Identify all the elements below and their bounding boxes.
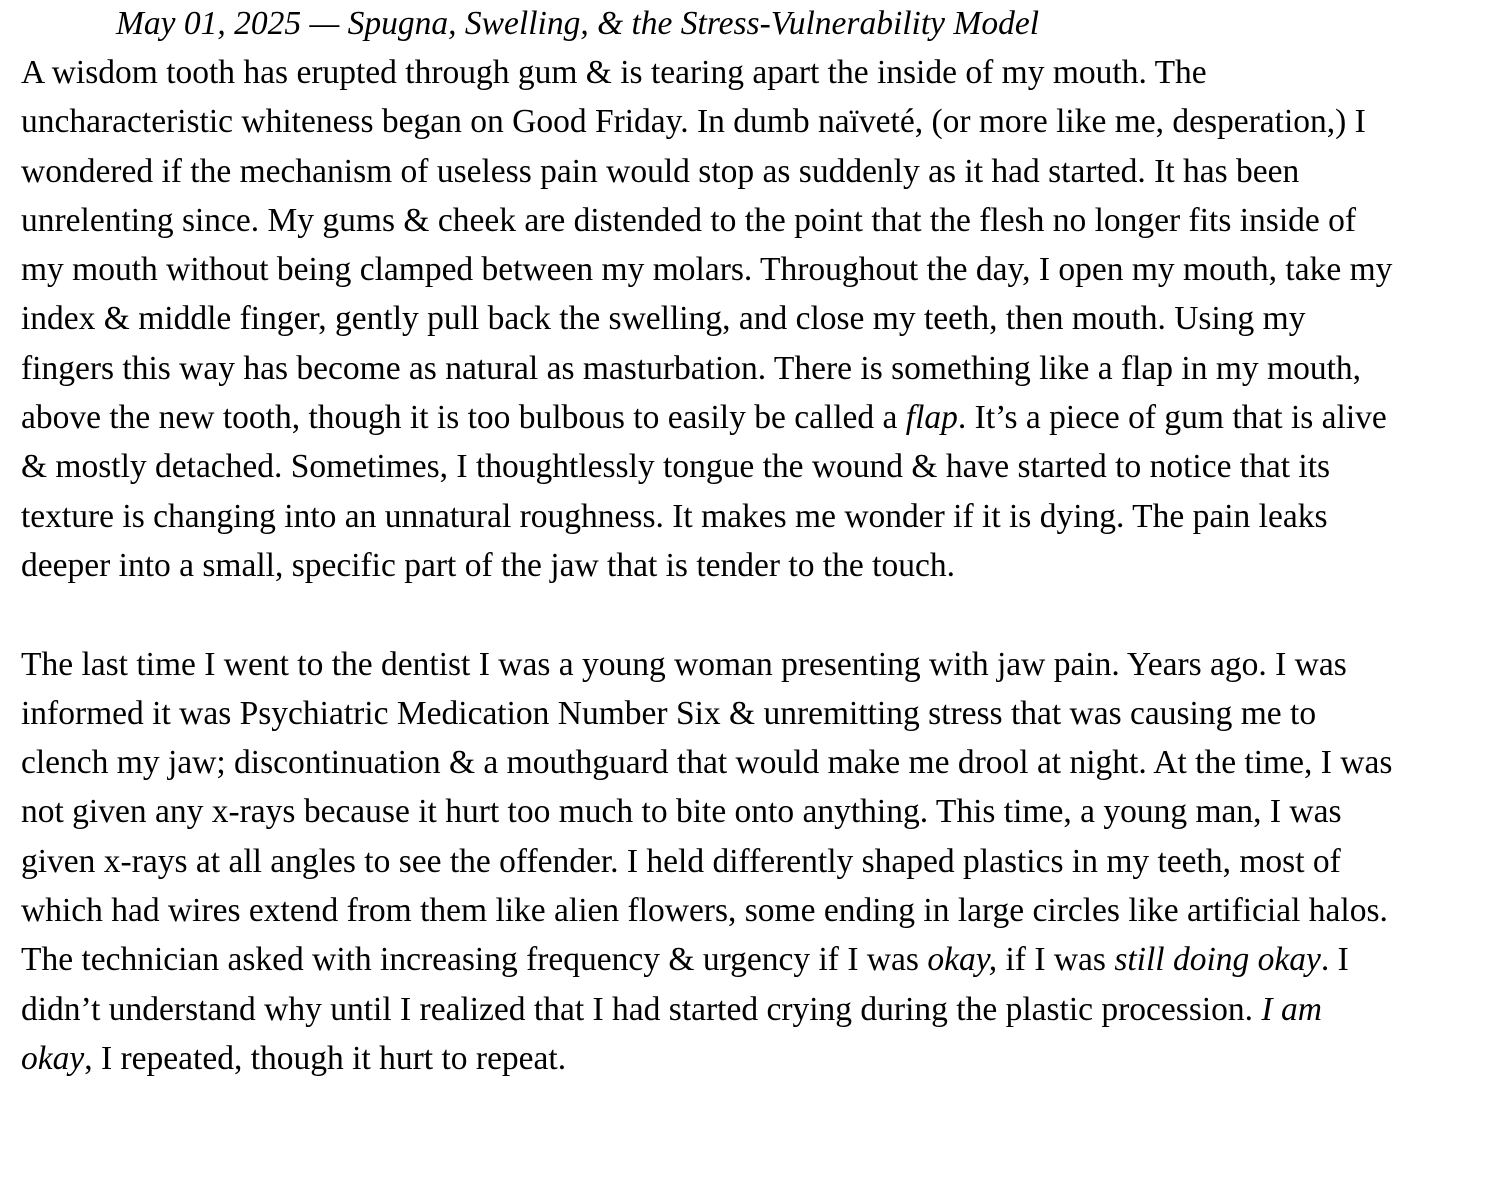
text-run: The last time I went to the dentist I was a young woman presenting with jaw pain. Years ago. I was informed it was Psychiatric Medication Number Six & unremitting stress that was causing me to clench my jaw; discontinuation & a mouthguard that would make me drool at night. At the time, I was not given any x-rays because it hurt too much to bite onto anything. This time, a young man, I was given x-rays at all angles to see the offender. I held differently shaped plastics in my teeth, most of which had wires extend from them like alien flowers, some ending in large circles like artificial halos. The technician asked with increasing frequency & urgency if I was — [21, 645, 1393, 979]
text-run: A wisdom tooth has erupted through gum & is tearing apart the inside of my mouth. The uncharacteristic whiteness began on Good Friday. In dumb naïveté, (or more like me, desperation,) I wondered if the mechanism of useless pain would stop as suddenly as it had started. It has been unrelenting since. My gums & cheek are distended to the point that the flesh no longer fits inside of my mouth without being clamped between my molars. Throughout the day, I open my mouth, take my index & middle finger, gently pull back the swelling, and close my teeth, then mouth. Using my fingers this way has become as natural as masturbation. There is something like a flap in my mouth, above the new tooth, though it is too bulbous to easily be called a — [21, 54, 1393, 437]
entry-title: May 01, 2025 — Spugna, Swelling, & the Stress-Vulnerability Model — [116, 5, 1040, 42]
italic-run: still doing okay — [1114, 941, 1321, 979]
text-run: . I didn’t understand why until I realized that I had started crying during the plastic procession. — [21, 941, 1349, 1028]
italic-run: flap — [905, 399, 958, 437]
text-run: , I repeated, though it hurt to repeat. — [84, 1039, 567, 1077]
paragraph-1 — [21, 48, 1401, 590]
italic-run: I am okay — [21, 990, 1322, 1077]
paragraph-2 — [21, 640, 1401, 1084]
text-run: if I was — [997, 941, 1115, 979]
italic-run: okay, — [927, 941, 998, 979]
text-run: . It’s a piece of gum that is alive & mostly detached. Sometimes, I thoughtlessly tongue the wound & have started to notice that its texture is changing into an unnatural roughness. It makes me wonder if it is dying. The pain leaks deeper into a small, specific part of the jaw that is tender to the touch. — [21, 399, 1387, 584]
